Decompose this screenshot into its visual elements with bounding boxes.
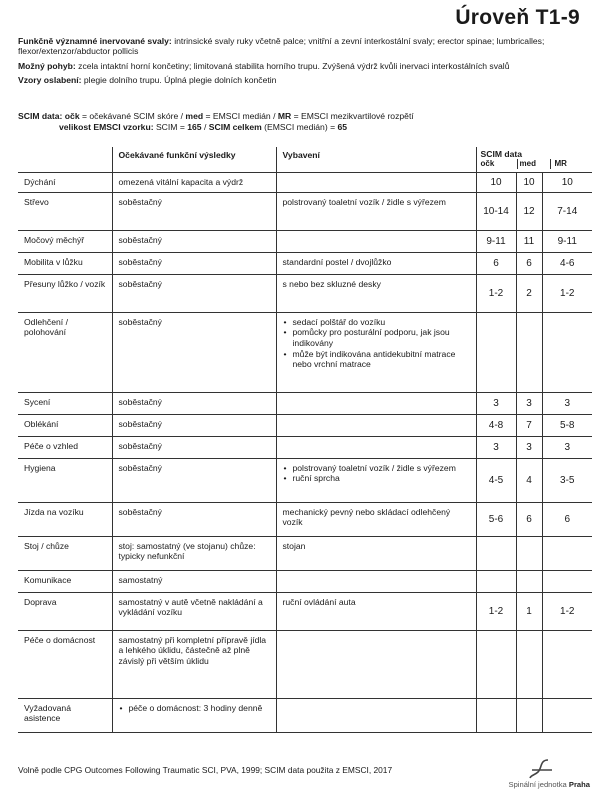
table-row xyxy=(18,252,592,274)
cell-med: 12 xyxy=(516,192,542,230)
cell-equipment xyxy=(276,312,476,392)
cell-equipment xyxy=(276,414,476,436)
functional-muscles: Funkčně významné inervované svaly: intrinsické svaly ruky včetně palce; vnitřní a zevní interkostální svaly; erector spinae; lumbricalles; flexor/extenzor/abductor pollicis xyxy=(18,36,545,57)
cell-ock xyxy=(476,536,516,570)
cell-med: 1 xyxy=(516,592,542,630)
cell-outcome: omezená vitální kapacita a výdrž xyxy=(112,172,276,192)
table-row xyxy=(18,192,592,230)
cell-mr: 4-6 xyxy=(542,252,592,274)
cell-equipment: stojan xyxy=(276,536,476,570)
possible-movement: Možný pohyb: zcela intaktní horní končetiny; limitovaná stabilita horního trupu. Zvýšená výdrž kvůli inervaci interkostálních svalů xyxy=(18,60,510,71)
cell-outcome: soběstačný xyxy=(112,436,276,458)
table-row xyxy=(18,536,592,570)
outcome-list xyxy=(119,703,272,714)
cell-outcome: soběstačný xyxy=(112,312,276,392)
cell-outcome: soběstačný xyxy=(112,230,276,252)
list-item: • polstrovaný toaletní vozík / židle s výřezem xyxy=(293,463,472,474)
cell-ock: 3 xyxy=(476,392,516,414)
cell-ock xyxy=(476,698,516,732)
header-equipment: Vybavení xyxy=(276,147,476,172)
cell-ock: 9-11 xyxy=(476,230,516,252)
table-row xyxy=(18,436,592,458)
cell-equipment xyxy=(276,630,476,698)
cell-med: 4 xyxy=(516,458,542,502)
table-row xyxy=(18,392,592,414)
cell-outcome: samostatný xyxy=(112,570,276,592)
cell-mr: 5-8 xyxy=(542,414,592,436)
cell-outcome: samostatný při kompletní přípravě jídla a lehkého úklidu, částečně až plně závislý při větším úklidu xyxy=(112,630,276,698)
header-scim-title: SCIM data xyxy=(480,149,523,159)
weakness-patterns: Vzory oslabení: plegie dolního trupu. Úplná plegie dolních končetin xyxy=(18,75,277,86)
scim-legend xyxy=(18,111,588,133)
header-med: med xyxy=(517,159,550,168)
cell-outcome: soběstačný xyxy=(112,414,276,436)
page-title: Úroveň T1-9 xyxy=(455,6,580,29)
cell-area: Stoj / chůze xyxy=(18,536,112,570)
cell-med: 6 xyxy=(516,252,542,274)
cell-med xyxy=(516,536,542,570)
cell-area: Odlehčení / polohování xyxy=(18,312,112,392)
cell-mr: 1-2 xyxy=(542,274,592,312)
cell-ock: 4-5 xyxy=(476,458,516,502)
cell-outcome: soběstačný xyxy=(112,252,276,274)
cell-med: 6 xyxy=(516,502,542,536)
cell-ock: 3 xyxy=(476,436,516,458)
cell-mr: 3 xyxy=(542,392,592,414)
table-header-row xyxy=(18,147,592,172)
cell-area: Hygiena xyxy=(18,458,112,502)
cell-ock: 10 xyxy=(476,172,516,192)
cell-equipment: s nebo bez skluzné desky xyxy=(276,274,476,312)
cell-mr xyxy=(542,630,592,698)
cell-med xyxy=(516,698,542,732)
table-row xyxy=(18,458,592,502)
cell-mr: 3-5 xyxy=(542,458,592,502)
cell-equipment xyxy=(276,458,476,502)
cell-med: 10 xyxy=(516,172,542,192)
table-row xyxy=(18,698,592,732)
cell-ock xyxy=(476,630,516,698)
cell-ock: 6 xyxy=(476,252,516,274)
cell-area: Dýchání xyxy=(18,172,112,192)
table-row xyxy=(18,230,592,252)
header-outcomes: Očekávané funkční výsledky xyxy=(112,147,276,172)
cell-outcome: soběstačný xyxy=(112,392,276,414)
list-item: • může být indikována antidekubitní matrace nebo vrchní matrace xyxy=(293,349,472,370)
cell-area: Močový měchýř xyxy=(18,230,112,252)
cell-area: Doprava xyxy=(18,592,112,630)
cell-outcome: stoj: samostatný (ve stojanu) chůze: typicky nefunkční xyxy=(112,536,276,570)
cell-equipment: mechanický pevný nebo skládací odlehčený vozík xyxy=(276,502,476,536)
cell-area: Sycení xyxy=(18,392,112,414)
cell-equipment xyxy=(276,392,476,414)
cell-outcome: samostatný v autě včetně nakládání a vykládání vozíku xyxy=(112,592,276,630)
cell-ock: 10-14 xyxy=(476,192,516,230)
header-ock: očk xyxy=(480,159,495,169)
table-row xyxy=(18,502,592,536)
cell-med xyxy=(516,312,542,392)
scim-legend-line1: SCIM data: očk = očekávané SCIM skóre / med = EMSCI medián / MR = EMSCI mezikvartilové rozpětí xyxy=(18,111,414,121)
list-item: • sedací polštář do vozíku xyxy=(293,317,472,328)
list-item: • pomůcky pro posturální podporu, jak jsou indikovány xyxy=(293,327,472,348)
table-row xyxy=(18,414,592,436)
cell-ock: 1-2 xyxy=(476,592,516,630)
cell-area: Komunikace xyxy=(18,570,112,592)
cell-outcome: soběstačný xyxy=(112,458,276,502)
table-row xyxy=(18,630,592,698)
cell-mr: 3 xyxy=(542,436,592,458)
footer-source: Volně podle CPG Outcomes Following Traumatic SCI, PVA, 1999; SCIM data použita z EMSCI, 2017 xyxy=(18,765,393,775)
table-row xyxy=(18,274,592,312)
cell-mr: 1-2 xyxy=(542,592,592,630)
cell-equipment: polstrovaný toaletní vozík / židle s výřezem xyxy=(276,192,476,230)
cell-med: 11 xyxy=(516,230,542,252)
cell-mr xyxy=(542,570,592,592)
cell-med: 3 xyxy=(516,436,542,458)
header-area xyxy=(18,147,112,172)
cell-ock: 4-8 xyxy=(476,414,516,436)
list-item: • péče o domácnost: 3 hodiny denně xyxy=(129,703,272,714)
cell-med: 2 xyxy=(516,274,542,312)
cell-equipment xyxy=(276,570,476,592)
scim-legend-line2: velikost EMSCI vzorku: SCIM = 165 / SCIM celkem (EMSCI medián) = 65 xyxy=(59,122,348,132)
cell-area: Jízda na vozíku xyxy=(18,502,112,536)
intro-section xyxy=(18,36,578,90)
cell-area: Přesuny lůžko / vozík xyxy=(18,274,112,312)
cell-outcome: soběstačný xyxy=(112,192,276,230)
cell-med: 7 xyxy=(516,414,542,436)
cell-ock xyxy=(476,312,516,392)
cell-med: 3 xyxy=(516,392,542,414)
cell-area: Mobilita v lůžku xyxy=(18,252,112,274)
logo-mark-icon xyxy=(528,758,554,780)
cell-equipment xyxy=(276,436,476,458)
cell-mr xyxy=(542,698,592,732)
cell-area: Vyžadovaná asistence xyxy=(18,698,112,732)
equipment-list xyxy=(283,463,472,484)
cell-mr xyxy=(542,312,592,392)
header-scim-sub xyxy=(481,159,589,168)
cell-equipment: standardní postel / dvojlůžko xyxy=(276,252,476,274)
cell-mr xyxy=(542,536,592,570)
cell-med xyxy=(516,570,542,592)
cell-mr: 9-11 xyxy=(542,230,592,252)
cell-equipment: ruční ovládání auta xyxy=(276,592,476,630)
header-mr: MR xyxy=(550,159,567,168)
cell-outcome: soběstačný xyxy=(112,502,276,536)
table-row xyxy=(18,592,592,630)
table-row xyxy=(18,312,592,392)
cell-ock: 1-2 xyxy=(476,274,516,312)
cell-med xyxy=(516,630,542,698)
cell-equipment xyxy=(276,230,476,252)
table-row xyxy=(18,570,592,592)
logo xyxy=(480,758,590,794)
cell-mr: 10 xyxy=(542,172,592,192)
cell-area: Střevo xyxy=(18,192,112,230)
outcomes-table xyxy=(18,147,592,733)
cell-outcome: soběstačný xyxy=(112,274,276,312)
cell-mr: 7-14 xyxy=(542,192,592,230)
logo-text: Spinální jednotka Praha xyxy=(508,780,590,789)
cell-equipment xyxy=(276,698,476,732)
cell-ock xyxy=(476,570,516,592)
cell-equipment xyxy=(276,172,476,192)
cell-area: Oblékání xyxy=(18,414,112,436)
cell-mr: 6 xyxy=(542,502,592,536)
equipment-list xyxy=(283,317,472,370)
cell-ock: 5-6 xyxy=(476,502,516,536)
cell-area: Péče o domácnost xyxy=(18,630,112,698)
cell-outcome xyxy=(112,698,276,732)
list-item: • ruční sprcha xyxy=(293,473,472,484)
cell-area: Péče o vzhled xyxy=(18,436,112,458)
table-row xyxy=(18,172,592,192)
header-scim xyxy=(476,147,592,172)
table-body xyxy=(18,172,592,732)
